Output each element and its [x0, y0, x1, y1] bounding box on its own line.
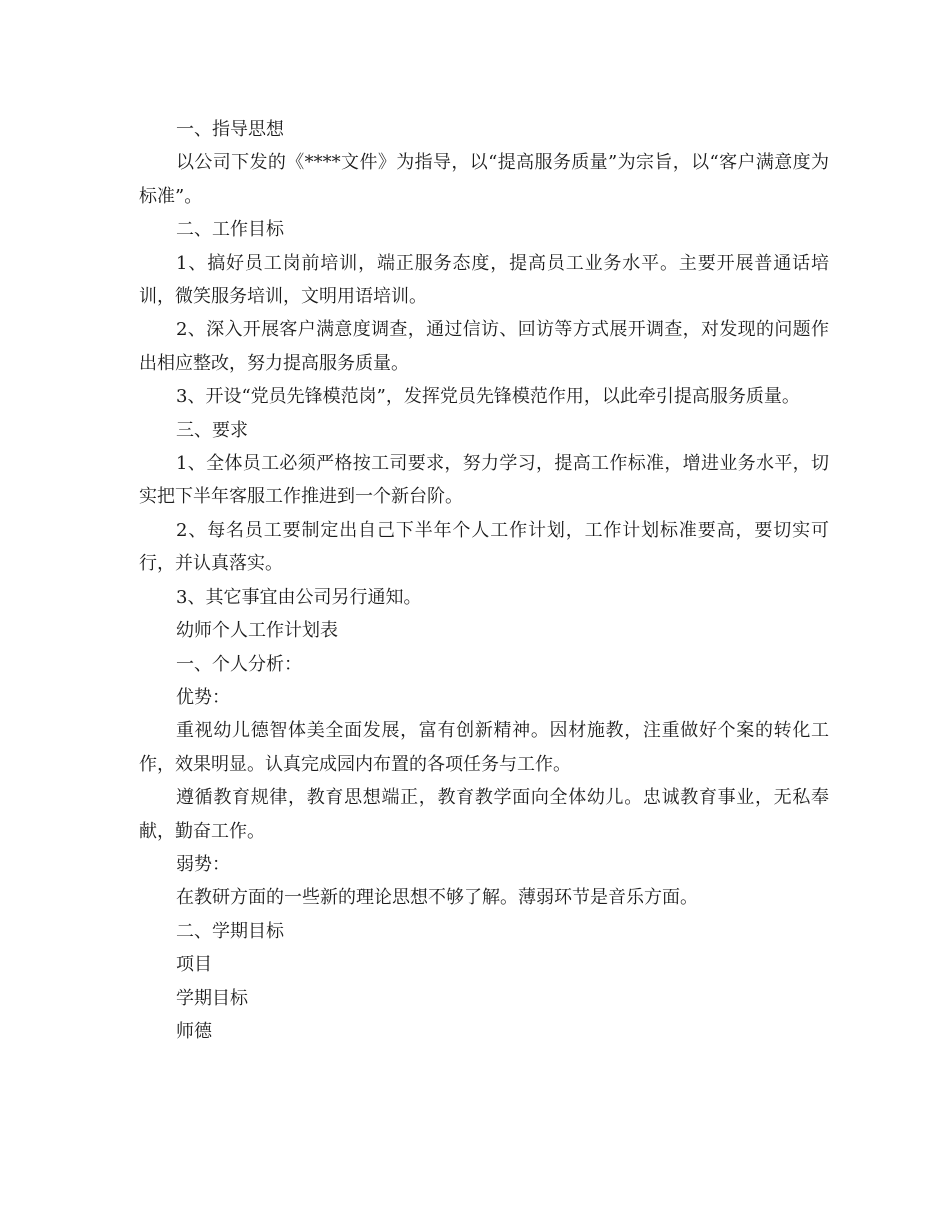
label-weaknesses: 弱势：: [176, 853, 230, 875]
paragraph-strength-2: 遵循教育规律，教育思想端正，教育教学面向全体幼儿。忠诚教育事业，无私奉献，勤奋工作。: [139, 787, 829, 842]
table-cell-teacher-ethics: 师德: [176, 1020, 212, 1042]
table-cell-item: 项目: [176, 954, 212, 976]
paragraph-weakness: 在教研方面的一些新的理论思想不够了解。薄弱环节是音乐方面。: [176, 887, 698, 909]
paragraph-guiding-thought: 以公司下发的《****文件》为指导，以“提高服务质量”为宗旨，以“客户满意度为标准”。: [139, 152, 829, 207]
paragraph-goal-3: 3、开设“党员先锋模范岗”，发挥党员先锋模范作用，以此牵引提高服务质量。: [176, 386, 800, 408]
paragraph-requirement-3: 3、其它事宜由公司另行通知。: [176, 586, 422, 608]
paragraph-requirement-2: 2、每名员工要制定出自己下半年个人工作计划，工作计划标准要高，要切实可行，并认真落实。: [139, 519, 829, 575]
section-heading-work-goals: 二、工作目标: [176, 219, 284, 241]
section-heading-requirements: 三、要求: [176, 419, 248, 441]
paragraph-goal-2: 2、深入开展客户满意度调查，通过信访、回访等方式展开调查，对发现的问题作出相应整改，努力提高服务质量。: [139, 319, 829, 374]
paragraph-requirement-1: 1、全体员工必须严格按工司要求，努力学习，提高工作标准，增进业务水平，切实把下半年客服工作推进到一个新台阶。: [139, 453, 829, 508]
document-subtitle: 幼师个人工作计划表: [176, 620, 338, 642]
label-strengths: 优势：: [176, 686, 230, 708]
paragraph-strength-1: 重视幼儿德智体美全面发展，富有创新精神。因材施教，注重做好个案的转化工作，效果明显。认真完成园内布置的各项任务与工作。: [139, 720, 829, 775]
section-heading-guiding-thought: 一、指导思想: [176, 119, 284, 140]
paragraph-goal-1: 1、搞好员工岗前培训，端正服务态度，提高员工业务水平。主要开展普通话培训，微笑服务培训，文明用语培训。: [139, 252, 829, 308]
section-heading-personal-analysis: 一、个人分析：: [176, 653, 302, 675]
document-body: [139, 113, 829, 1048]
table-cell-semester-goal: 学期目标: [176, 987, 248, 1009]
section-heading-semester-goals: 二、学期目标: [176, 920, 284, 942]
